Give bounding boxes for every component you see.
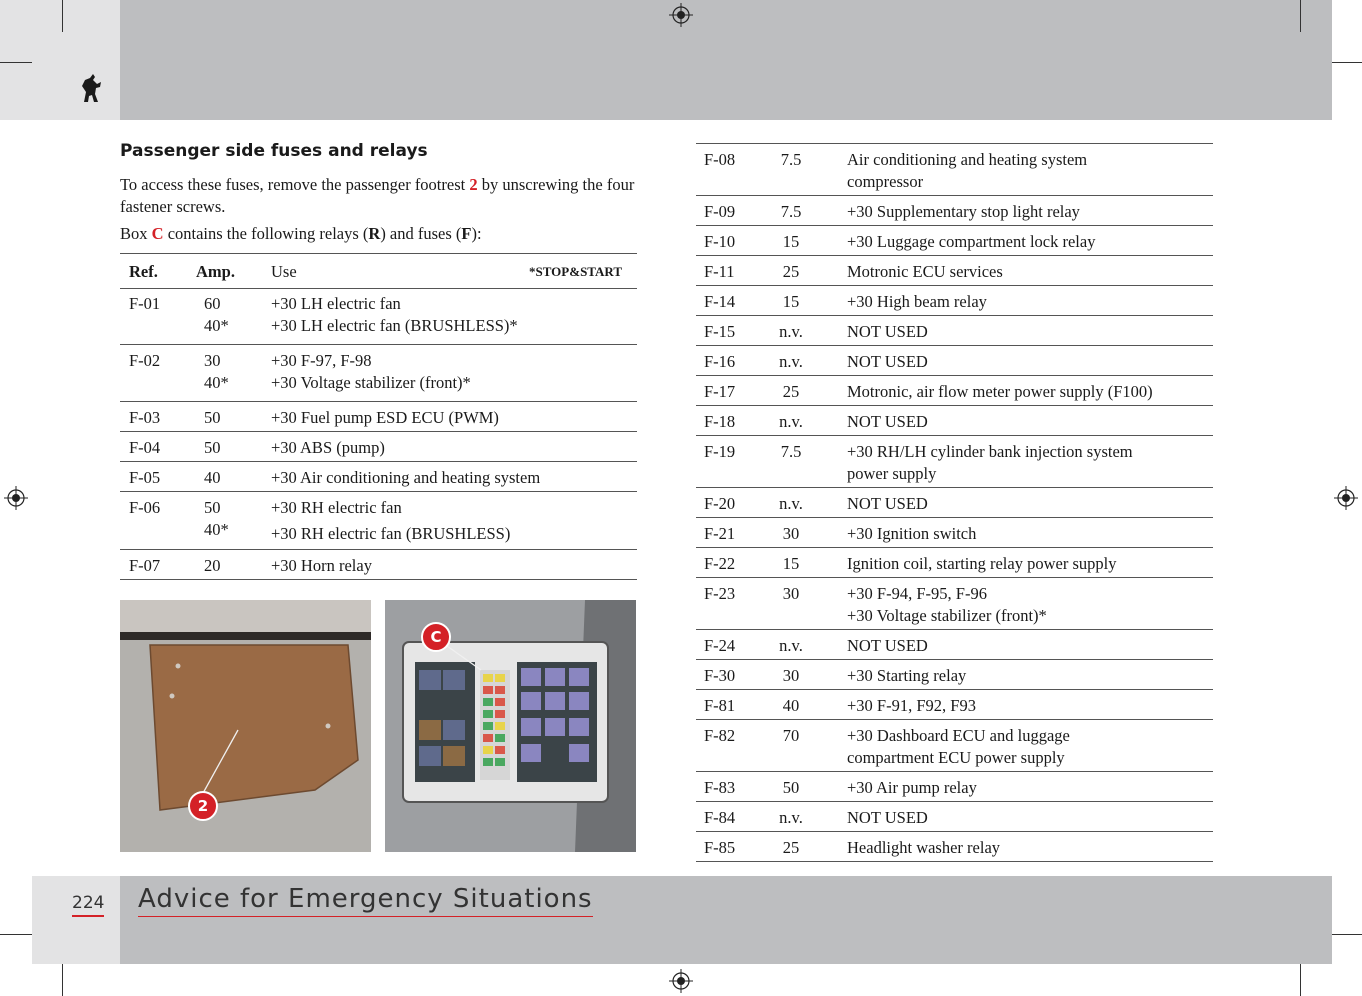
registration-mark-icon [669,969,693,993]
page-number: 224 [72,893,104,917]
table-row [696,346,1213,376]
fuse-amp: 50 [204,408,221,427]
fuse-amp: n.v. [779,352,803,371]
fuse-use: Headlight washer relay [847,838,1001,857]
intro-text: To access these fuses, remove the passenger footrest [120,175,470,194]
crop-mark [1332,934,1362,935]
fuse-ref: F-19 [704,442,736,461]
fuse-use: +30 Starting relay [847,666,967,685]
fuse-amp: 40* [204,520,229,539]
fuse-table-left [120,253,637,581]
fuse-ref: F-30 [704,666,736,685]
fuse-ref: F-16 [704,352,736,371]
fuse-amp: 30 [782,584,800,603]
box-text: ): [471,224,482,243]
box-text: Box [120,224,152,243]
registration-mark-icon [4,486,28,510]
registration-mark-icon [1334,486,1358,510]
fuse-use: +30 Voltage stabilizer (front)* [271,373,471,392]
fuse-use: +30 Air conditioning and heating system [271,468,541,487]
crop-mark [62,964,63,996]
box-text: ) and fuses ( [380,224,462,243]
table-row [696,488,1213,518]
fuse-ref: F-07 [129,556,161,575]
fuse-use: Motronic ECU services [847,262,1003,281]
table-row [696,772,1213,802]
fuse-amp: n.v. [779,412,803,431]
fuse-use: +30 RH electric fan [271,498,402,517]
fuse-ref: F-21 [704,524,736,543]
table-row [696,660,1213,690]
fuse-use: +30 RH electric fan (BRUSHLESS) [271,524,511,543]
fuse-ref: F-08 [704,150,736,169]
fuse-use: NOT USED [847,412,928,431]
fuse-ref: F-10 [704,232,736,251]
fuse-amp: 40 [204,468,221,487]
header-band [120,0,1332,120]
fuse-use: Motronic, air flow meter power supply (F100) [847,382,1153,401]
fuse-use: +30 Luggage compartment lock relay [847,232,1096,251]
fuse-use: +30 LH electric fan (BRUSHLESS)* [271,316,518,335]
fuse-use: +30 Supplementary stop light relay [847,202,1080,221]
fuse-box-photo [385,600,636,852]
fuse-ref: F-09 [704,202,736,221]
fuse-use: +30 High beam relay [847,292,987,311]
table-row [696,316,1213,346]
fuse-ref: F-83 [704,778,736,797]
fuse-use: +30 Fuel pump ESD ECU (PWM) [271,408,499,427]
crop-mark [1332,62,1362,63]
footer-band-light [32,876,120,964]
fuse-ref: F-17 [704,382,736,401]
crop-mark [0,934,32,935]
fuse-ref: F-04 [129,438,161,457]
fuse-use: +30 Horn relay [271,556,372,575]
fuse-ref: F-03 [129,408,161,427]
fuse-ref: F-84 [704,808,736,827]
fuse-amp: 50 [782,778,800,797]
fuse-amp: 25 [782,382,800,401]
stop-start-note: *STOP&START [529,264,622,279]
fuse-use: +30 Voltage stabilizer (front)* [847,606,1047,625]
table-row [696,720,1213,772]
fuse-use: NOT USED [847,322,928,341]
table-row [696,286,1213,316]
crop-mark [0,62,32,63]
fuse-amp: 25 [782,262,800,281]
fuse-ref: F-24 [704,636,736,655]
fuse-amp: 70 [782,726,800,745]
fuse-use: Air conditioning and heating system [847,150,1088,169]
fuse-use: +30 F-97, F-98 [271,351,372,370]
fuse-amp: 60 [204,294,221,313]
footrest-plate [120,600,371,852]
table-row [696,802,1213,832]
col-ref-header: Ref. [129,262,158,281]
fuse-ref: F-06 [129,498,161,517]
fuse-use: NOT USED [847,352,928,371]
fuse-amp: 25 [782,838,800,857]
fuse-table-right [696,143,1213,862]
crop-mark [1300,0,1301,32]
fuse-ref: F-81 [704,696,736,715]
fuse-ref: F-05 [129,468,161,487]
table-row [696,630,1213,660]
section-title: Passenger side fuses and relays [120,141,428,161]
fuse-use: NOT USED [847,636,928,655]
fuse-amp: 50 [204,498,221,517]
table-row [696,376,1213,406]
fuse-amp: n.v. [779,494,803,513]
fuse-use: +30 LH electric fan [271,294,401,313]
footrest-photo [120,600,371,852]
fuse-ref: F-11 [704,262,735,281]
table-header [120,254,637,289]
relay-letter: R [368,224,381,243]
box-ref: C [151,224,164,243]
chapter-title: Advice for Emergency Situations [138,884,593,917]
table-row [120,432,637,462]
fuse-amp: 15 [782,554,800,573]
table-row [696,548,1213,578]
table-row [120,345,637,402]
table-row [696,144,1213,196]
prancing-horse-logo [76,72,104,106]
col-use-header: Use [271,262,297,281]
table-row [120,550,637,580]
fuse-use: +30 Ignition switch [847,524,977,543]
fuse-ref: F-82 [704,726,736,745]
fuse-use: power supply [847,464,937,483]
fuse-amp: 20 [204,556,221,575]
footrest-ref: 2 [469,175,478,194]
table-row [696,196,1213,226]
fuse-ref: F-85 [704,838,736,857]
callout-fuse-box: C [421,622,451,652]
table-row [696,832,1213,862]
fuse-use: +30 RH/LH cylinder bank injection system [847,442,1133,461]
fuse-use: +30 F-91, F92, F93 [847,696,976,715]
registration-mark-icon [669,3,693,27]
table-row [696,226,1213,256]
fuse-use: Ignition coil, starting relay power supply [847,554,1117,573]
fuse-amp: n.v. [779,636,803,655]
fuse-use: +30 ABS (pump) [271,438,385,457]
fuse-use: +30 Air pump relay [847,778,977,797]
fuse-ref: F-20 [704,494,736,513]
crop-mark [62,0,63,32]
fuse-amp: 40* [204,316,229,335]
intro-text: by unscrewing the four fastener screws. [120,175,635,216]
fuse-amp: 40 [782,696,800,715]
fuse-ref: F-22 [704,554,736,573]
fuse-use: NOT USED [847,494,928,513]
table-row [696,256,1213,286]
fuse-amp: 15 [782,232,800,251]
crop-mark [1300,964,1301,996]
fuse-ref: F-02 [129,351,161,370]
fuse-amp: 7.5 [780,150,802,169]
col-amp-header: Amp. [196,262,235,281]
callout-footrest: 2 [188,791,218,821]
fuse-ref: F-18 [704,412,736,431]
fuse-use: +30 Dashboard ECU and luggage [847,726,1070,745]
fuse-amp: 30 [204,351,221,370]
fuse-amp: n.v. [779,322,803,341]
table-row [120,462,637,492]
fuse-amp: 30 [782,666,800,685]
fuse-ref: F-23 [704,584,736,603]
fuse-use: NOT USED [847,808,928,827]
table-row [696,690,1213,720]
fuse-amp: 30 [782,524,800,543]
fuse-amp: 7.5 [780,202,802,221]
table-row [120,288,637,345]
fuse-amp: 7.5 [780,442,802,461]
fuse-amp: 15 [782,292,800,311]
table-row [120,492,637,550]
intro-paragraph [120,174,640,218]
table-row [120,402,637,432]
fuse-amp: 40* [204,373,229,392]
fuse-use: compartment ECU power supply [847,748,1065,767]
table-row [696,436,1213,488]
box-text: contains the following relays ( [163,224,369,243]
fuse-use: +30 F-94, F-95, F-96 [847,584,987,603]
table-row [696,578,1213,630]
fuse-use: compressor [847,172,924,191]
fuse-ref: F-01 [129,294,161,313]
table-row [696,518,1213,548]
fuse-amp: 50 [204,438,221,457]
fuse-amp: n.v. [779,808,803,827]
table-row [696,406,1213,436]
fuse-letter: F [461,224,472,243]
box-description [120,223,640,245]
fuse-ref: F-14 [704,292,736,311]
fuse-ref: F-15 [704,322,736,341]
